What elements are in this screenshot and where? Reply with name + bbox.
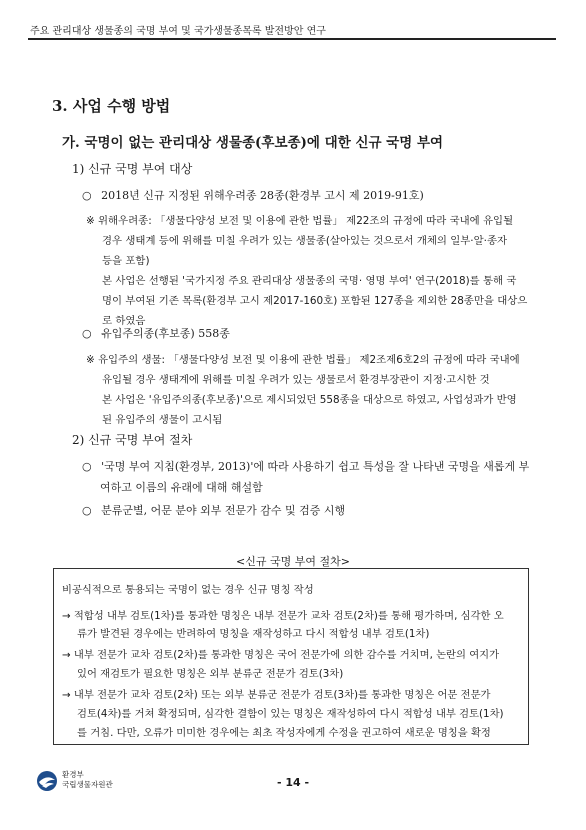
procedure-line: → 내부 전문가 교차 검토(2차)를 통과한 명칭은 국어 전문가에 의한 감수를 거치며, 논란의 여지가 bbox=[62, 649, 500, 661]
bullet-text: 분류군별, 어문 분야 외부 전문가 감수 및 검증 시행 bbox=[101, 504, 346, 517]
logo-line: 국립생물자원관 bbox=[62, 780, 113, 789]
part1-bullet-1 bbox=[82, 187, 424, 203]
procedure-line: → 내부 전문가 교차 검토(2차) 또는 외부 분류군 전문가 검토(3차)를 통과한 명칭은 어문 전문가 bbox=[62, 689, 491, 701]
note-line: 등을 포함) bbox=[102, 255, 150, 267]
bullet-marker: ○ bbox=[82, 189, 92, 202]
procedure-line: 비공식적으로 통용되는 국명이 없는 경우 신규 명칭 작성 bbox=[62, 584, 314, 596]
procedure-line: 있어 재검토가 필요한 명칭은 외부 분류군 전문가 검토(3차) bbox=[77, 668, 344, 680]
procedure-line: → 적합성 내부 검토(1차)를 통과한 명칭은 내부 전문가 교차 검토(2차)를 통해 평가하며, 심각한 오 bbox=[62, 610, 504, 622]
subsection-title: 가. 국명이 없는 관리대상 생물종(후보종)에 대한 신규 국명 부여 bbox=[62, 135, 444, 151]
note-line: 로 하였음 bbox=[102, 315, 146, 327]
note-line: 된 유입주의 생물이 고시됨 bbox=[102, 414, 223, 426]
part2-bullet-1 bbox=[82, 456, 529, 498]
procedure-line: 검토(4차)를 거쳐 확정되며, 심각한 결함이 있는 명칭은 재작성하여 다시 적합성 내부 검토(1차) bbox=[77, 708, 504, 720]
part1-note-2 bbox=[86, 350, 520, 430]
section-title: 3. 사업 수행 방법 bbox=[52, 97, 171, 115]
figure-caption: <신규 국명 부여 절차> bbox=[236, 555, 350, 568]
bullet-marker: ○ bbox=[82, 460, 92, 473]
note-line: ※ 위해우려종: 「생물다양성 보전 및 이용에 관한 법률」 제22조의 규정에 따라 국내에 유입될 bbox=[86, 215, 514, 227]
note-line: 본 사업은 선행된 '국가지정 주요 관리대상 생물종의 국명· 영명 부여' 연구(2018)를 통해 국 bbox=[102, 275, 517, 287]
page-number: - 14 - bbox=[276, 776, 310, 789]
procedure-line: 류가 발견된 경우에는 반려하여 명칭을 재작성하고 다시 적합성 내부 검토(1차) bbox=[77, 628, 430, 640]
bullet-text: 여하고 이름의 유래에 대해 해설함 bbox=[100, 481, 263, 494]
part1-bullet-2 bbox=[82, 325, 230, 341]
bullet-marker: ○ bbox=[82, 504, 92, 517]
header-rule bbox=[28, 38, 556, 40]
bullet-text: 2018년 신규 지정된 위해우려종 28종(환경부 고시 제 2019-91호) bbox=[101, 189, 424, 202]
bullet-text: '국명 부여 지침(환경부, 2013)'에 따라 사용하기 쉽고 특성을 잘 나타낸 국명을 새롭게 부 bbox=[101, 460, 530, 473]
bullet-marker: ○ bbox=[82, 327, 92, 340]
logo-line: 환경부 bbox=[62, 770, 84, 779]
part1-heading: 1) 신규 국명 부여 대상 bbox=[72, 162, 193, 176]
note-line: 경우 생태계 등에 위해를 미칠 우려가 있는 생물종(살아있는 것으로서 개체의 일부·알·종자 bbox=[102, 235, 508, 247]
note-line: 유입될 경우 생태계에 위해를 미칠 우려가 있는 생물로서 환경부장관이 지정·고시한 것 bbox=[102, 374, 490, 386]
note-line: ※ 유입주의 생물: 「생물다양성 보전 및 이용에 관한 법률」 제2조제6호2의 규정에 따라 국내에 bbox=[86, 354, 520, 366]
part1-note-1 bbox=[86, 211, 527, 331]
procedure-line: 를 거침. 다만, 오류가 미미한 경우에는 최초 작성자에게 수정을 권고하여 새로운 명칭을 확정 bbox=[77, 727, 491, 739]
running-header: 주요 관리대상 생물종의 국명 부여 및 국가생물종목록 발전방안 연구 bbox=[30, 26, 326, 37]
note-line: 명이 부여된 기존 목록(환경부 고시 제2017-160호) 포함된 127종을 제외한 28종만을 대상으 bbox=[102, 295, 528, 307]
part2-bullet-2 bbox=[82, 502, 345, 518]
bullet-text: 유입주의종(후보종) 558종 bbox=[101, 327, 230, 340]
note-line: 본 사업은 '유입주의종(후보종)'으로 제시되었던 558종을 대상으로 하였고, 사업성과가 반영 bbox=[102, 394, 517, 406]
part2-heading: 2) 신규 국명 부여 절차 bbox=[72, 433, 193, 447]
